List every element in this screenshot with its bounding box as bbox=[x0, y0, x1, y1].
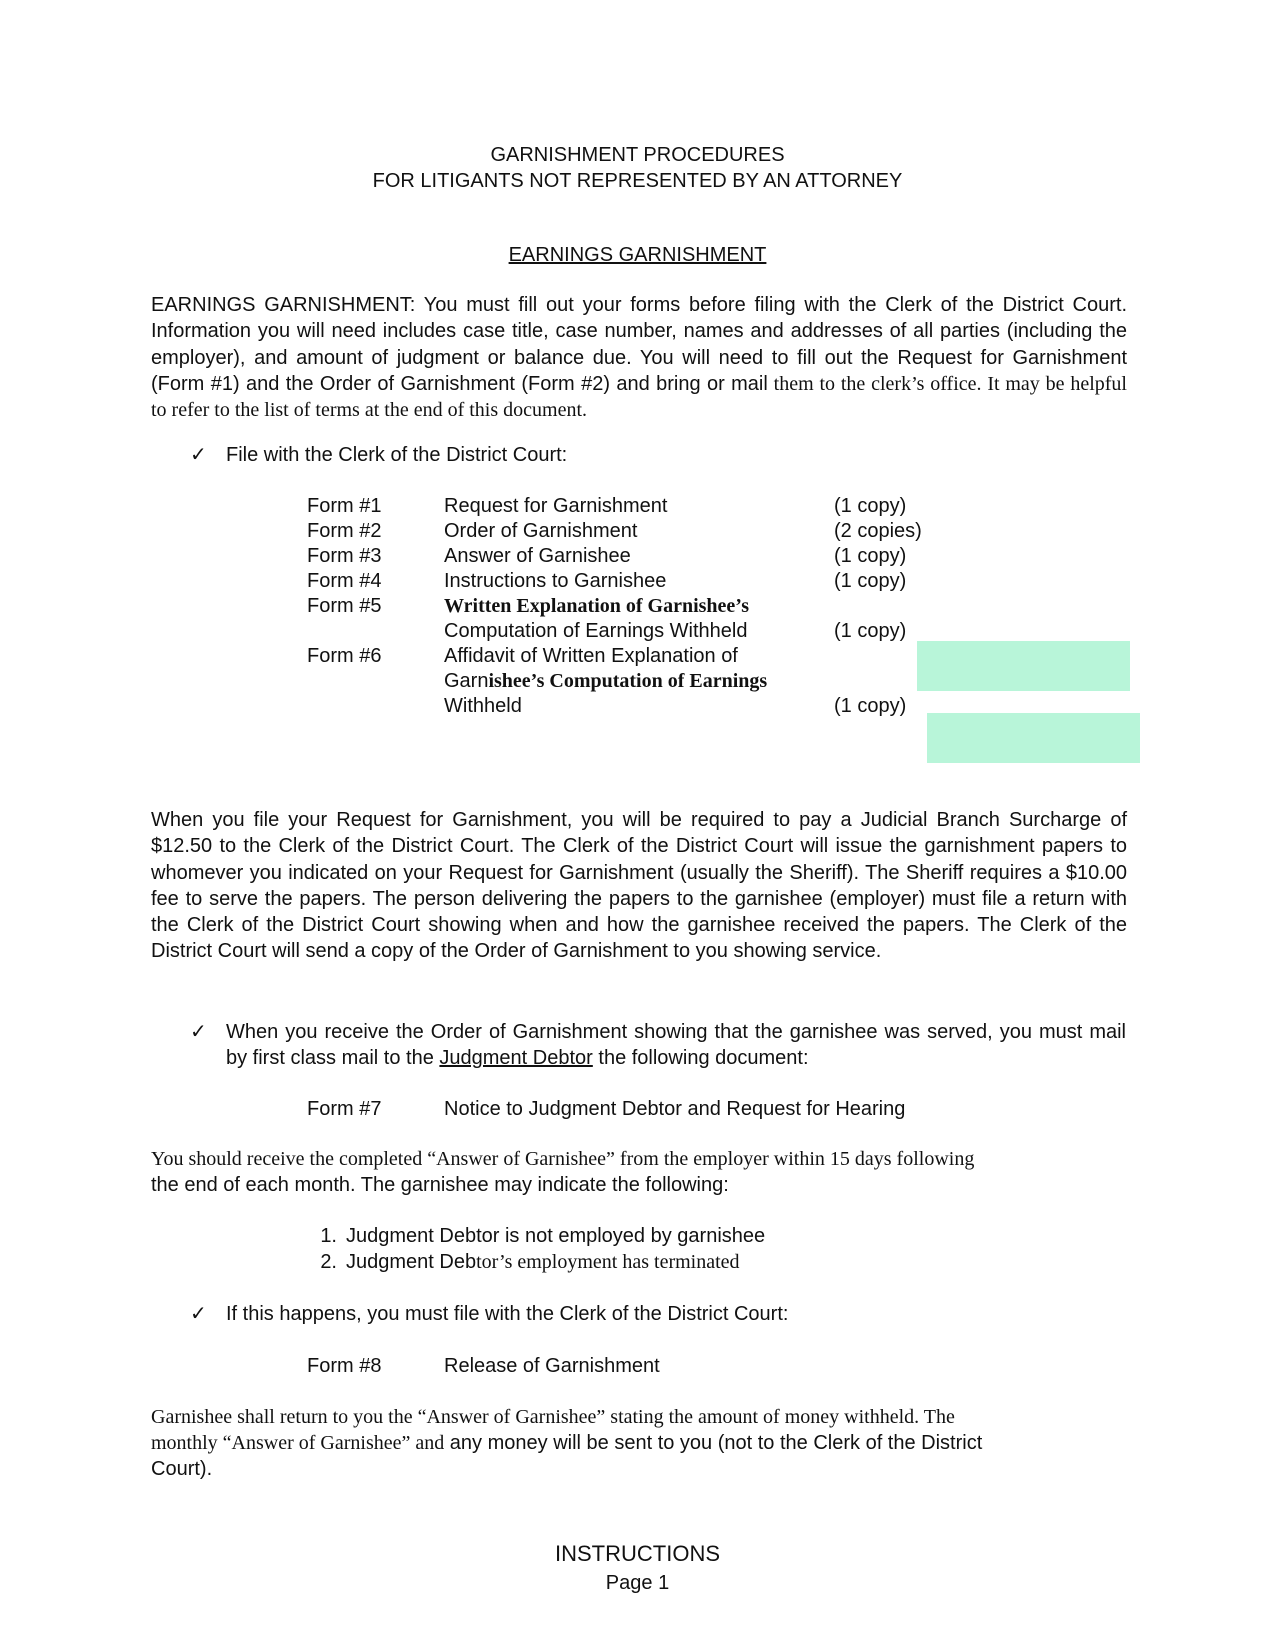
answer-paragraph-line-1: You should receive the completed “Answer of Garnishee” from the employer within 15 days following bbox=[151, 1148, 975, 1170]
form-title: Notice to Judgment Debtor and Request for Hearing bbox=[444, 1098, 906, 1120]
footer-label: INSTRUCTIONS bbox=[555, 1541, 720, 1566]
checkmark-icon: ✓ bbox=[190, 1021, 207, 1043]
form-title: Instructions to Garnishee bbox=[444, 570, 667, 592]
return-paragraph-line-2: monthly “Answer of Garnishee” and any money will be sent to you (not to the Clerk of the District bbox=[151, 1432, 983, 1454]
form-number: Form #8 bbox=[307, 1355, 382, 1377]
form-copies: (1 copy) bbox=[834, 695, 907, 717]
list-number: 2. bbox=[320, 1251, 337, 1273]
form-copies: (2 copies) bbox=[834, 520, 922, 542]
form-title: Written Explanation of Garnishee’s bbox=[444, 595, 750, 617]
form-number: Form #2 bbox=[307, 520, 382, 542]
checkmark-icon: ✓ bbox=[190, 1303, 207, 1325]
list-item: Judgment Debtor is not employed by garnishee bbox=[346, 1225, 766, 1247]
checkmark-icon: ✓ bbox=[190, 444, 207, 466]
intro-lead: EARNINGS GARNISHMENT: bbox=[151, 294, 416, 316]
form-number: Form #3 bbox=[307, 545, 382, 567]
judgment-debtor-term: Judgment Debtor bbox=[439, 1047, 593, 1070]
form-title: Answer of Garnishee bbox=[444, 545, 631, 567]
list-number: 1. bbox=[320, 1225, 337, 1247]
form-number: Form #4 bbox=[307, 570, 382, 592]
form-copies: (1 copy) bbox=[834, 620, 907, 642]
surcharge-paragraph: When you file your Request for Garnishment, you will be required to pay a Judicial Branch Surcharge of $12.50 to the Clerk of the District Court. The Clerk of the District Court will issue the garnishment papers to whomever you indicated on your Request for Garnishment (usually the Sheriff). The Sheriff requires a $10.00 fee to serve the papers. The person delivering the papers to the garnishee (employer) must file a return with the Clerk of the District Court showing when and how the garnishee received the papers. The Clerk of the District Court will send a copy of the Order of Garnishment to you showing service. bbox=[151, 809, 1127, 963]
bullet-file-with-clerk: File with the Clerk of the District Court: bbox=[226, 444, 568, 466]
intro-text-1: You must fill out your forms before filing with the Clerk of the District Court. Information you will need includes case title, case number, names and addresses of all parties (including the employer), and amount of judgment or balance due. You will need to fill out the Request for Garnishment (Form #1) and the Order of Garnishment (Form #2) and bring or mail bbox=[151, 294, 1127, 395]
form-copies: (1 copy) bbox=[834, 495, 907, 517]
bullet-file-release: If this happens, you must file with the Clerk of the District Court: bbox=[226, 1303, 789, 1325]
form-title: Affidavit of Written Explanation of bbox=[444, 645, 738, 667]
form-title: Request for Garnishment bbox=[444, 495, 668, 517]
title-line-1: GARNISHMENT PROCEDURES bbox=[490, 144, 785, 166]
form-number: Form #5 bbox=[307, 595, 382, 617]
form-number: Form #1 bbox=[307, 495, 382, 517]
form-title: Order of Garnishment bbox=[444, 520, 638, 542]
form-title-continued: Withheld bbox=[444, 695, 522, 717]
form-copies: (1 copy) bbox=[834, 545, 907, 567]
return-paragraph-line-1: Garnishee shall return to you the “Answer of Garnishee” stating the amount of money withheld. The bbox=[151, 1406, 955, 1428]
form-number: Form #7 bbox=[307, 1098, 382, 1120]
form-number: Form #6 bbox=[307, 645, 382, 667]
form-copies: (1 copy) bbox=[834, 570, 907, 592]
highlight-box bbox=[917, 641, 1130, 691]
form-title-continued: Garnishee’s Computation of Earnings bbox=[444, 670, 768, 692]
form-title: Release of Garnishment bbox=[444, 1355, 660, 1377]
intro-paragraph bbox=[151, 292, 1127, 423]
answer-paragraph-line-2: the end of each month. The garnishee may indicate the following: bbox=[151, 1174, 729, 1196]
intro-text-2: them to the clerk’s office. It may be helpful to refer to the list of terms at the end of this document. bbox=[151, 372, 1127, 422]
list-item: Judgment Debtor’s employment has terminated bbox=[346, 1251, 740, 1273]
highlight-box bbox=[927, 713, 1140, 763]
page-number: Page 1 bbox=[605, 1572, 670, 1594]
return-paragraph-line-3: Court). bbox=[151, 1458, 213, 1480]
section-heading: EARNINGS GARNISHMENT bbox=[508, 244, 767, 266]
bullet-mail-judgment-debtor: When you receive the Order of Garnishment showing that the garnishee was served, you must mail by first class mail to the Judgment Debtor the following document: bbox=[226, 1021, 1126, 1070]
title-line-2: FOR LITIGANTS NOT REPRESENTED BY AN ATTORNEY bbox=[372, 170, 903, 192]
form-title-continued: Computation of Earnings Withheld bbox=[444, 620, 748, 642]
